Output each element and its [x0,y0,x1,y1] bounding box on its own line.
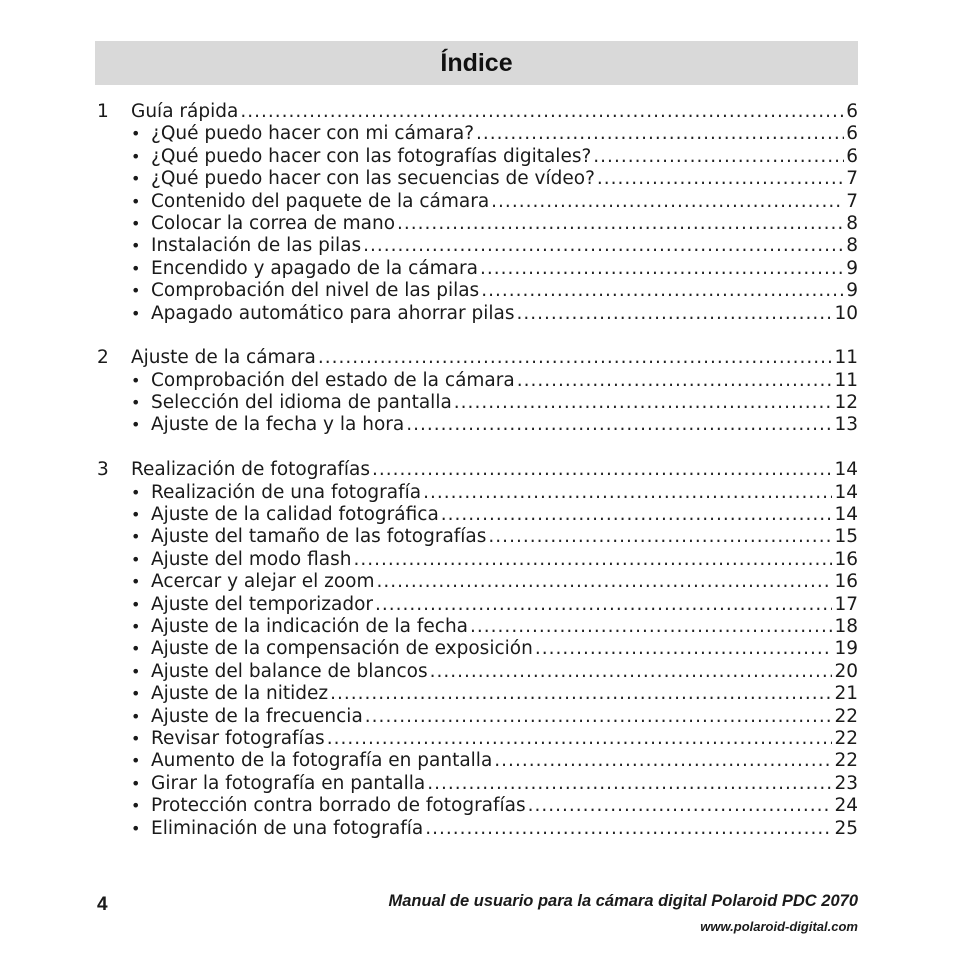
bullet-icon: • [131,572,141,592]
dot-leader [397,213,844,235]
toc-entry[interactable] [95,504,858,526]
dot-leader [535,638,833,660]
entry-title: Ajuste de la indicación de la fecha [151,615,469,637]
title-bar [95,41,858,85]
toc-entry[interactable] [95,773,858,795]
toc-entry[interactable] [95,728,858,750]
toc-entry[interactable] [95,191,858,213]
dot-leader [593,146,844,168]
dot-leader [517,303,833,325]
bullet-icon: • [131,706,141,726]
bullet-icon: • [131,169,141,189]
page-number: 9 [846,280,858,302]
bullet-icon: • [131,616,141,636]
dot-leader [372,459,832,481]
bullet-icon: • [131,415,141,435]
page-number: 6 [846,123,858,145]
toc-entry[interactable] [95,168,858,190]
table-of-contents [95,101,858,862]
toc-entry[interactable] [95,370,858,392]
toc-entry[interactable] [95,123,858,145]
toc-entry[interactable] [95,258,858,280]
dot-leader [330,683,832,705]
entry-title: Comprobación del nivel de las pilas [151,280,480,302]
entry-title: Ajuste del temporizador [151,593,373,615]
page-number: 21 [834,683,858,705]
section-title: Realización de fotografías [131,459,371,481]
bullet-icon: • [131,818,141,838]
dot-leader [491,191,844,213]
dot-leader [375,594,832,616]
toc-section-heading[interactable] [95,101,858,123]
section-number: 1 [97,101,109,122]
entry-title: Instalación de las pilas [151,235,362,257]
bullet-icon: • [131,258,141,278]
page-number: 22 [834,750,858,772]
toc-section [95,459,858,840]
toc-section-heading[interactable] [95,459,858,481]
entry-title: Ajuste de la nitidez [151,683,329,705]
page-number: 22 [834,705,858,727]
bullet-icon: • [131,661,141,681]
page-number: 17 [834,593,858,615]
toc-entry[interactable] [95,594,858,616]
toc-section [95,101,858,325]
page-number: 11 [834,347,858,369]
bullet-icon: • [131,124,141,144]
entry-title: Apagado automático para ahorrar pilas [151,302,515,324]
dot-leader [318,347,833,369]
page-number: 23 [834,772,858,794]
page-number: 7 [846,190,858,212]
toc-entry[interactable] [95,571,858,593]
page-number: 16 [834,548,858,570]
bullet-icon: • [131,482,141,502]
entry-title: Aumento de la fotografía en pantalla [151,750,493,772]
bullet-icon: • [131,751,141,771]
entry-title: Ajuste de la fecha y la hora [151,414,405,436]
dot-leader [423,482,832,504]
page-number: 18 [834,615,858,637]
page-number: 11 [834,369,858,391]
entry-title: Comprobación del estado de la cámara [151,369,515,391]
page-number: 9 [846,257,858,279]
toc-entry[interactable] [95,235,858,257]
dot-leader [488,526,832,548]
bullet-icon: • [131,684,141,704]
page-title: Índice [440,48,513,77]
bullet-icon: • [131,549,141,569]
toc-entry[interactable] [95,706,858,728]
toc-entry[interactable] [95,750,858,772]
entry-title: Ajuste de la compensación de exposición [151,638,533,660]
bullet-icon: • [131,527,141,547]
entry-title: Ajuste del tamaño de las fotografías [151,526,487,548]
bullet-icon: • [131,236,141,256]
dot-leader [528,795,833,817]
toc-entry[interactable] [95,303,858,325]
bullet-icon: • [131,796,141,816]
entry-title: Contenido del paquete de la cámara [151,190,490,212]
section-title: Guía rápida [131,101,239,122]
page-number: 20 [834,660,858,682]
toc-entry[interactable] [95,661,858,683]
toc-section-heading[interactable] [95,347,858,369]
dot-leader [425,818,832,840]
entry-title: Acercar y alejar el zoom [151,571,375,593]
page-number: 8 [846,212,858,234]
dot-leader [406,414,832,436]
bullet-icon: • [131,303,141,323]
toc-entry[interactable] [95,549,858,571]
entry-title: Selección del idioma de pantalla [151,392,452,414]
dot-leader [476,123,844,145]
page-number: 14 [834,459,858,481]
dot-leader [365,706,833,728]
entry-title: Ajuste del modo flash [151,548,352,570]
bullet-icon: • [131,728,141,748]
toc-entry[interactable] [95,526,858,548]
footer-manual-title: Manual de usuario para la cámara digital Polaroid PDC 2070 [388,892,858,910]
page-number: 13 [834,414,858,436]
page-number: 7 [846,168,858,190]
entry-title: Ajuste del balance de blancos [151,660,428,682]
page-number: 19 [834,638,858,660]
entry-title: Girar la fotografía en pantalla [151,772,426,794]
dot-leader [430,661,833,683]
section-number: 3 [97,459,109,481]
dot-leader [494,750,832,772]
dot-leader [427,773,832,795]
entry-title: Protección contra borrado de fotografías [151,795,526,817]
toc-section [95,347,858,437]
dot-leader [517,370,833,392]
dot-leader [353,549,832,571]
dot-leader [377,571,833,593]
bullet-icon: • [131,639,141,659]
entry-title: Ajuste de la calidad fotográfica [151,504,439,526]
bullet-icon: • [131,773,141,793]
bullet-icon: • [131,594,141,614]
dot-leader [454,392,833,414]
dot-leader [470,616,832,638]
entry-title: Ajuste de la frecuencia [151,705,363,727]
page-number: 25 [834,817,858,839]
toc-entry[interactable] [95,213,858,235]
page-number: 14 [834,481,858,503]
bullet-icon: • [131,505,141,525]
bullet-icon: • [131,191,141,211]
toc-entry[interactable] [95,616,858,638]
toc-entry[interactable] [95,146,858,168]
toc-entry[interactable] [95,392,858,414]
entry-title: Revisar fotografías [151,727,325,749]
bullet-icon: • [131,213,141,233]
page-number: 8 [846,235,858,257]
dot-leader [363,235,844,257]
page-number: 15 [834,526,858,548]
toc-entry[interactable] [95,818,858,840]
bullet-icon: • [131,393,141,413]
page-number: 16 [834,571,858,593]
entry-title: Realización de una fotografía [151,481,422,503]
toc-entry[interactable] [95,795,858,817]
toc-entry[interactable] [95,638,858,660]
toc-entry[interactable] [95,683,858,705]
dot-leader [597,168,844,190]
entry-title: Colocar la correa de mano [151,212,396,234]
footer-page-number: 4 [97,894,108,915]
page-number: 24 [834,795,858,817]
entry-title: Encendido y apagado de la cámara [151,257,478,279]
dot-leader [481,280,844,302]
bullet-icon: • [131,146,141,166]
section-number: 2 [97,347,109,369]
dot-leader [480,258,844,280]
toc-entry[interactable] [95,280,858,302]
toc-entry[interactable] [95,414,858,436]
dot-leader [327,728,833,750]
toc-entry[interactable] [95,482,858,504]
bullet-icon: • [131,370,141,390]
page-number: 22 [834,727,858,749]
page-number: 10 [834,302,858,324]
footer-url: www.polaroid-digital.com [700,919,858,934]
dot-leader [240,101,844,123]
dot-leader [441,504,833,526]
page-number: 6 [846,101,858,122]
bullet-icon: • [131,281,141,301]
page-number: 12 [834,392,858,414]
entry-title: Eliminación de una fotografía [151,817,424,839]
page-number: 14 [834,504,858,526]
page-number: 6 [846,145,858,167]
entry-title: ¿Qué puedo hacer con mi cámara? [151,123,475,145]
entry-title: ¿Qué puedo hacer con las secuencias de vídeo? [151,168,595,190]
entry-title: ¿Qué puedo hacer con las fotografías digitales? [151,145,592,167]
section-title: Ajuste de la cámara [131,347,316,369]
